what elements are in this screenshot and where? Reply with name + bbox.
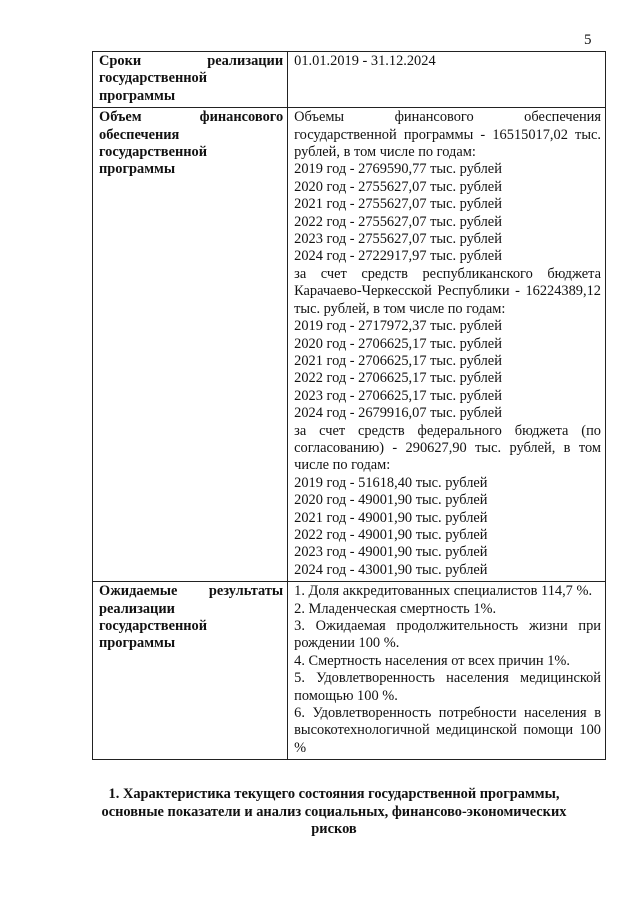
program-passport-table bbox=[92, 51, 606, 760]
row-value-funding bbox=[288, 108, 606, 582]
funding-federal-intro: за счет средств федерального бюджета (по согласованию) - 290627,90 тыс. рублей, в том числе по годам: bbox=[294, 422, 601, 474]
funding-total-year: 2020 год - 2755627,07 тыс. рублей bbox=[294, 178, 502, 195]
funding-federal-year: 2022 год - 49001,90 тыс. рублей bbox=[294, 526, 488, 543]
table-row-results bbox=[93, 582, 606, 760]
term-period: 01.01.2019 - 31.12.2024 bbox=[294, 53, 436, 69]
result-item: 5. Удовлетворенность населения медицинской помощью 100 %. bbox=[294, 670, 601, 704]
result-item: 2. Младенческая смертность 1%. bbox=[294, 600, 497, 617]
funding-republic-year: 2023 год - 2706625,17 тыс. рублей bbox=[294, 387, 502, 404]
funding-total-year: 2019 год - 2769590,77 тыс. рублей bbox=[294, 161, 502, 178]
result-item: 4. Смертность населения от всех причин 1%. bbox=[294, 652, 571, 669]
funding-republic-year: 2022 год - 2706625,17 тыс. рублей bbox=[294, 370, 502, 387]
funding-federal-year: 2023 год - 49001,90 тыс. рублей bbox=[294, 544, 488, 561]
funding-total-year: 2022 год - 2755627,07 тыс. рублей bbox=[294, 213, 502, 230]
table-row-term bbox=[93, 52, 606, 108]
table-row-funding bbox=[93, 108, 606, 582]
page-number: 5 bbox=[584, 32, 592, 48]
row-label-results: Ожидаемые результаты реализации государственной программы bbox=[93, 582, 288, 760]
funding-total-year: 2021 год - 2755627,07 тыс. рублей bbox=[294, 196, 502, 213]
row-label-term: Сроки реализации государственной программы bbox=[93, 52, 288, 108]
row-value-term bbox=[288, 52, 606, 108]
funding-republic-year: 2020 год - 2706625,17 тыс. рублей bbox=[294, 335, 502, 352]
funding-republic-year: 2021 год - 2706625,17 тыс. рублей bbox=[294, 352, 502, 369]
funding-total-intro: Объемы финансового обеспечения государственной программы - 16515017,02 тыс. рублей, в том числе по годам: bbox=[294, 109, 601, 161]
funding-total-year: 2023 год - 2755627,07 тыс. рублей bbox=[294, 231, 502, 248]
funding-federal-year: 2019 год - 51618,40 тыс. рублей bbox=[294, 474, 488, 491]
funding-federal-year: 2020 год - 49001,90 тыс. рублей bbox=[294, 492, 488, 509]
row-label-funding: Объем финансового обеспечения государственной программы bbox=[93, 108, 288, 582]
result-item: 3. Ожидаемая продолжительность жизни при рождении 100 %. bbox=[294, 618, 601, 652]
funding-federal-year: 2021 год - 49001,90 тыс. рублей bbox=[294, 509, 488, 526]
funding-republic-year: 2019 год - 2717972,37 тыс. рублей bbox=[294, 318, 502, 335]
section-heading: 1. Характеристика текущего состояния государственной программы, основные показатели и анализ социальных, финансово-экономических рисков bbox=[101, 786, 567, 837]
result-item: 1. Доля аккредитованных специалистов 114,7 %. bbox=[294, 583, 593, 600]
funding-republic-intro: за счет средств республиканского бюджета Карачаево-Черкесской Республики - 16224389,12 тыс. рублей, в том числе по годам: bbox=[294, 265, 601, 317]
funding-republic-year: 2024 год - 2679916,07 тыс. рублей bbox=[294, 405, 502, 422]
funding-federal-year: 2024 год - 43001,90 тыс. рублей bbox=[294, 561, 488, 578]
result-item: 6. Удовлетворенность потребности населения в высокотехнологичной медицинской помощи 100 % bbox=[294, 705, 601, 756]
funding-total-year: 2024 год - 2722917,97 тыс. рублей bbox=[294, 248, 502, 265]
row-value-results bbox=[288, 582, 606, 760]
